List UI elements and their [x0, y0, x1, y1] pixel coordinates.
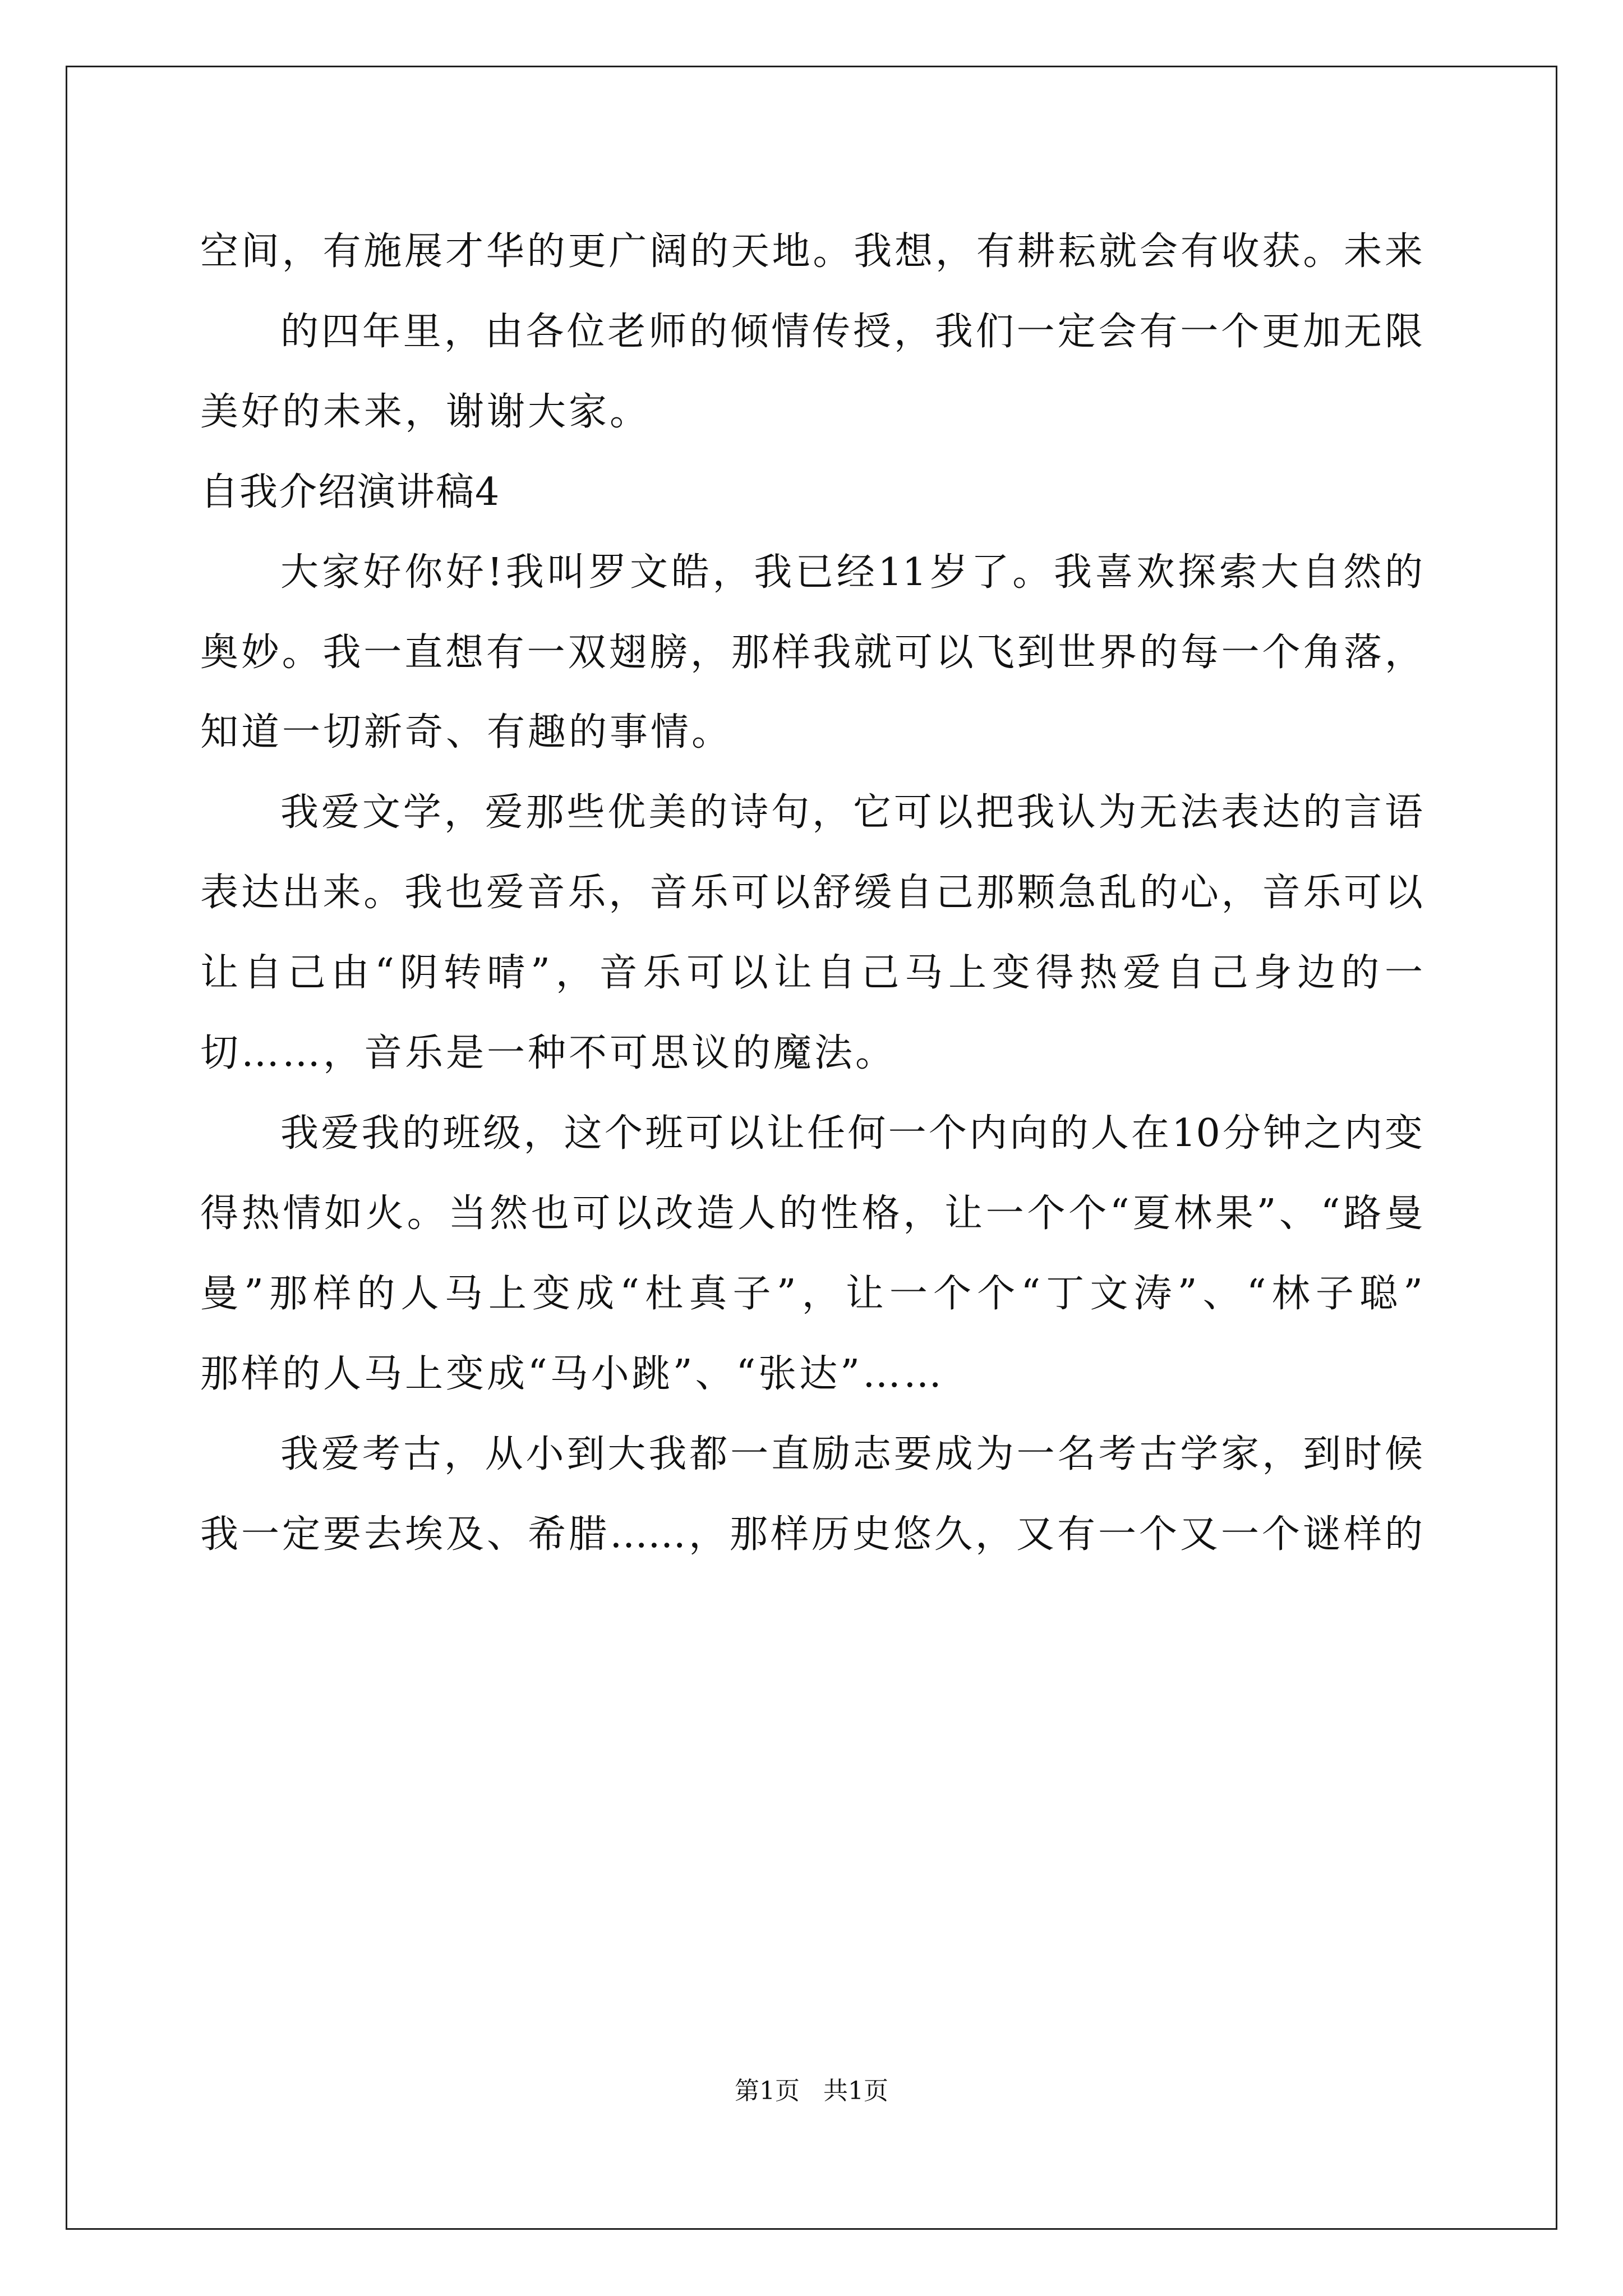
text-line: 切……，音乐是一种不可思议的魔法。	[200, 1031, 897, 1075]
text-line: 空间，有施展才华的更广阔的天地。我想，有耕耘就会有收获。未来	[200, 229, 1423, 274]
text-line: 我爱考古，从小到大我都一直励志要成为一名考古学家，到时候	[280, 1432, 1423, 1476]
text-line: 曼”那样的人马上变成“杜真子”，让一个个“丁文涛”、“林子聪”	[200, 1272, 1423, 1316]
text-line: 那样的人马上变成“马小跳”、“张达”……	[200, 1352, 945, 1396]
text-line: 得热情如火。当然也可以改造人的性格，让一个个“夏林果”、“路曼	[200, 1191, 1423, 1236]
text-line: 知道一切新奇、有趣的事情。	[200, 710, 733, 754]
text-line: 大家好你好!我叫罗文皓，我已经11岁了。我喜欢探索大自然的	[280, 550, 1423, 595]
text-line: 我爱我的班级，这个班可以让任何一个内向的人在10分钟之内变	[280, 1111, 1423, 1156]
text-line: 表达出来。我也爱音乐，音乐可以舒缓自己那颗急乱的心，音乐可以	[200, 871, 1423, 915]
text-line: 我爱文学，爱那些优美的诗句，它可以把我认为无法表达的言语	[280, 790, 1423, 835]
section-heading: 自我介绍演讲稿4	[200, 470, 501, 514]
text-line: 我一定要去埃及、希腊……，那样历史悠久，又有一个又一个谜样的	[200, 1512, 1423, 1557]
text-line: 的四年里，由各位老师的倾情传授，我们一定会有一个更加无限	[280, 310, 1423, 354]
text-line: 美好的未来，谢谢大家。	[200, 390, 651, 434]
text-line: 奥妙。我一直想有一双翅膀，那样我就可以飞到世界的每一个角落，	[200, 631, 1423, 675]
page-footer: 第1页 共1页	[735, 2077, 888, 2105]
text-line: 让自己由“阴转晴”，音乐可以让自己马上变得热爱自己身边的一	[200, 951, 1423, 995]
